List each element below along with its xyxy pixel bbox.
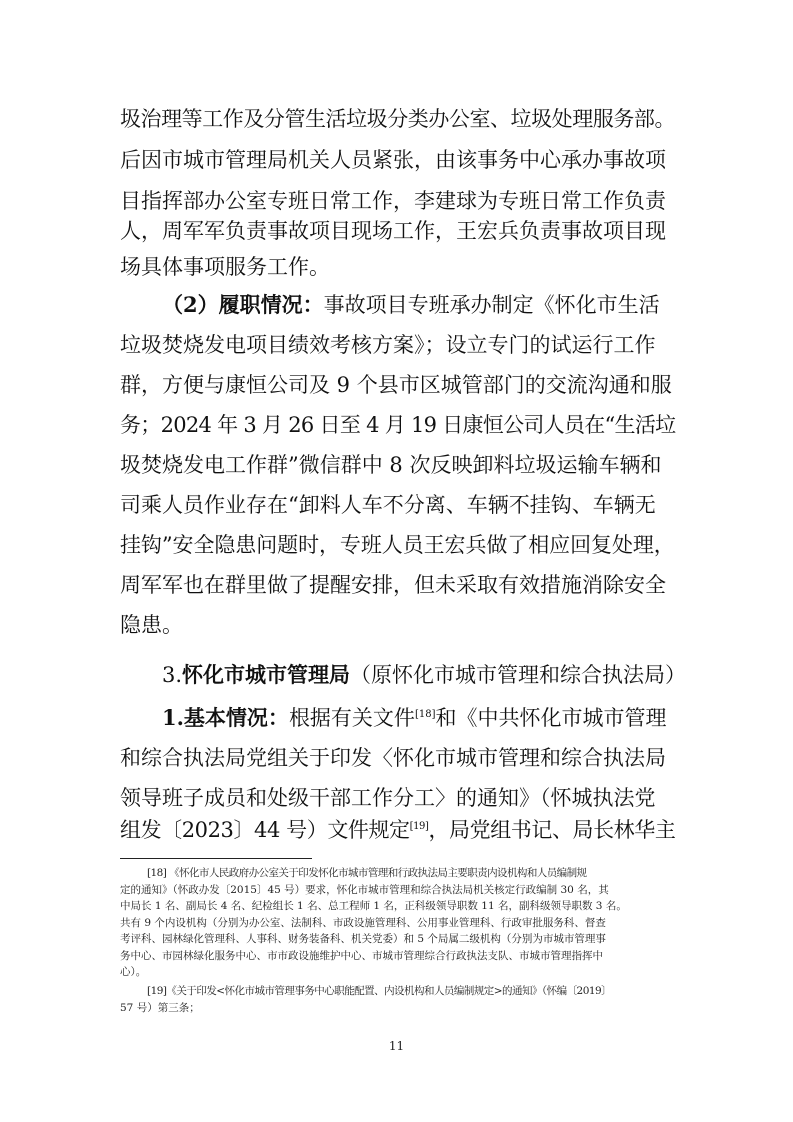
body-line: 后因市城市管理局机关人员紧张，由该事务中心承办事故项 xyxy=(120,148,666,172)
footnote-18-line: 务中心、市园林绿化服务中心、市市政设施维护中心、市城市管理综合行政执法支队、市城市管理指挥中 xyxy=(120,950,603,962)
section-number: 3. xyxy=(162,663,183,687)
body-line: 司乘人员作业存在“卸料人车不分离、车辆不挂钩、车辆无 xyxy=(120,493,656,517)
footnote-separator xyxy=(120,858,312,859)
body-line: 挂钩”安全隐患问题时，专班人员王宏兵做了相应回复处理， xyxy=(120,533,675,557)
basic-info-text: 根据有关文件 xyxy=(288,706,415,730)
body-line: 周军军也在群里做了提醒安排，但未采取有效措施消除安全 xyxy=(120,573,666,597)
body-line: 和综合执法局党组关于印发〈怀化市城市管理和综合执法局 xyxy=(120,746,666,770)
body-line: 目指挥部办公室专班日常工作，李建球为专班日常工作负责 xyxy=(120,189,666,213)
basic-info-text: 和《中共怀化市城市管理 xyxy=(435,706,667,730)
footnote-18-line: 中局长 1 名、副局长 4 名、纪检组长 1 名、总工程师 1 名，正科级领导职数 11 名，副科级领导职数 3 名。 xyxy=(120,900,627,912)
body-text: 组发〔2023〕44 号）文件规定 xyxy=(120,818,410,842)
body-line: 群，方便与康恒公司及 9 个县市区城管部门的交流沟通和服 xyxy=(120,373,672,397)
basic-info-heading: 1.基本情况： xyxy=(162,705,289,730)
body-line: 人，周军军负责事故项目现场工作，王宏兵负责事故项目现 xyxy=(120,219,666,243)
body-line: 圾焚烧发电工作群”微信群中 8 次反映卸料垃圾运输车辆和 xyxy=(120,453,662,477)
performance-heading: （2）履职情况： xyxy=(162,292,324,317)
performance-paragraph-start xyxy=(162,290,675,320)
footnote-18-line: [18] 《怀化市人民政府办公室关于印发怀化市城市管理和行政执法局主要职责内设机构和人员编制规 xyxy=(147,867,587,879)
body-line: 务；2024 年 3 月 26 日至 4 月 19 日康恒公司人员在“生活垃 xyxy=(120,413,676,437)
body-line: 隐患。 xyxy=(120,613,183,637)
section-title: 怀化市城市管理局 xyxy=(182,662,351,687)
section-heading xyxy=(162,660,717,690)
footnote-18-line: 心）。 xyxy=(120,966,147,978)
page-number: 11 xyxy=(388,1039,405,1053)
footnote-18-line: 定的通知》（怀政办发〔2015〕45 号）要求，怀化市城市管理和综合执法局机关核定行政编制 30 名，其 xyxy=(120,884,609,896)
performance-text: 事故项目专班承办制定《怀化市生活 xyxy=(323,293,660,317)
footnote-19-line: [19]《关于印发<怀化市城市管理事务中心职能配置、内设机构和人员编制规定>的通知》（怀编〔2019〕 xyxy=(147,985,612,997)
basic-info-paragraph-start xyxy=(162,703,675,733)
body-line: 场具体事项服务工作。 xyxy=(120,255,330,279)
footnote-19-line: 57 号）第三条； xyxy=(120,1002,200,1014)
section-subtitle: （原怀化市城市管理和综合执法局） xyxy=(350,663,687,687)
body-line: 领导班子成员和处级干部工作分工〉的通知》（怀城执法党 xyxy=(120,786,656,810)
body-line: 垃圾焚烧发电项目绩效考核方案》；设立专门的试运行工作 xyxy=(120,333,656,357)
body-line xyxy=(120,815,675,845)
body-line: 圾治理等工作及分管生活垃圾分类办公室、垃圾处理服务部。 xyxy=(120,107,675,131)
footnote-18-line: 考评科、园林绿化管理科、人事科、财务装备科、机关党委）和 5 个局属二级机构（分别为市城市管理事 xyxy=(120,933,606,945)
footnote-ref-19[interactable]: [19] xyxy=(409,821,429,832)
body-text: ，局党组书记、局长林华主 xyxy=(428,818,676,842)
footnote-ref-18[interactable]: [18] xyxy=(414,709,436,720)
footnote-18-line: 共有 9 个内设机构（分别为办公室、法制科、市政设施管理科、公用事业管理科、行政审批服务科、督查 xyxy=(120,917,606,929)
